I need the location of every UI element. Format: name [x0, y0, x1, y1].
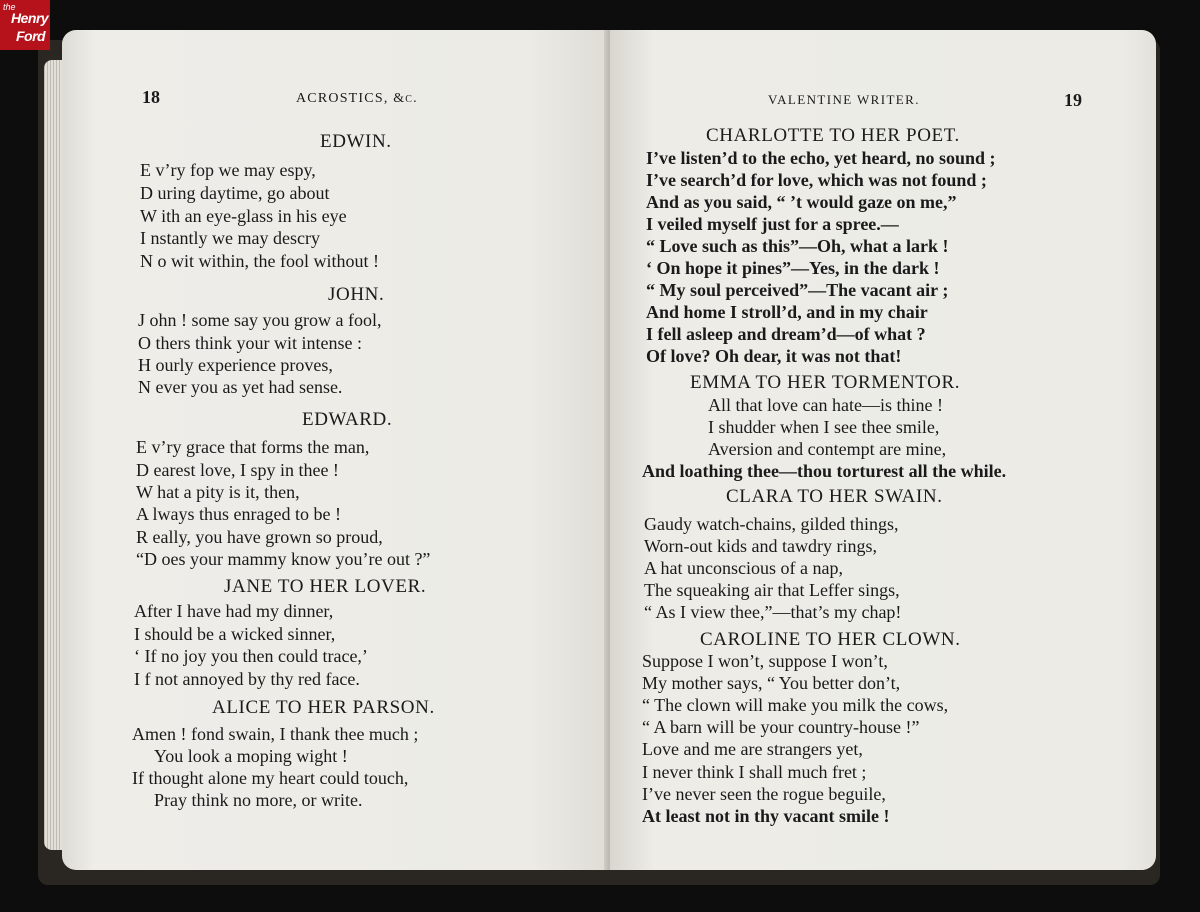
poem-line: N ever you as yet had sense. [138, 377, 343, 397]
left-page [62, 30, 610, 870]
poem-line: And home I stroll’d, and in my chair [646, 302, 928, 322]
poem-title: CLARA TO HER SWAIN. [726, 486, 943, 507]
poem-title: EMMA TO HER TORMENTOR. [690, 372, 961, 393]
poem-line: Suppose I won’t, suppose I won’t, [642, 651, 888, 671]
poem-line: Gaudy watch-chains, gilded things, [644, 514, 899, 534]
poem-line: If thought alone my heart could touch, [132, 768, 409, 788]
poem-line: ‘ On hope it pines”—Yes, in the dark ! [646, 258, 940, 278]
poem-line: “D oes your mammy know you’re out ?” [136, 549, 431, 569]
poem-line: All that love can hate—is thine ! [708, 395, 943, 415]
poem-line: “ A barn will be your country-house !” [642, 717, 920, 737]
poem-line: I never think I shall much fret ; [642, 762, 867, 782]
poem-line: I nstantly we may descry [140, 228, 320, 248]
poem-line: Worn-out kids and tawdry rings, [644, 536, 878, 556]
poem-line: Love and me are strangers yet, [642, 739, 863, 759]
poem-line: After I have had my dinner, [134, 601, 334, 621]
poem-line: I shudder when I see thee smile, [708, 417, 940, 437]
running-head: VALENTINE WRITER. [768, 92, 920, 107]
poem-title: CAROLINE TO HER CLOWN. [700, 629, 961, 650]
poem-line: I veiled myself just for a spree.— [646, 214, 899, 234]
poem-line: E v’ry grace that forms the man, [136, 437, 370, 457]
poem-line: Of love? Oh dear, it was not that! [646, 346, 902, 366]
poem-line: ‘ If no joy you then could trace,’ [134, 646, 368, 666]
logo-text-henry: Henry [11, 10, 49, 26]
poem-line: And loathing thee—thou torturest all the while. [642, 461, 1007, 481]
poem-title: EDWIN. [320, 131, 392, 152]
poem-line: I’ve search’d for love, which was not found ; [646, 170, 987, 190]
poem-line: I should be a wicked sinner, [134, 624, 336, 644]
poem-line: I fell asleep and dream’d—of what ? [646, 324, 926, 344]
poem-line: At least not in thy vacant smile ! [642, 806, 890, 826]
page-number: 18 [142, 87, 160, 107]
poem-line: I’ve never seen the rogue beguile, [642, 784, 886, 804]
page-number: 19 [1064, 90, 1082, 110]
poem-line: Pray think no more, or write. [154, 790, 363, 810]
poem-line: I’ve listen’d to the echo, yet heard, no sound ; [646, 148, 996, 168]
henry-ford-logo [0, 0, 50, 50]
poem-line: “ The clown will make you milk the cows, [642, 695, 949, 715]
logo-text-ford: Ford [16, 28, 46, 44]
poem-title: JOHN. [328, 284, 385, 305]
poem-line: My mother says, “ You better don’t, [642, 673, 901, 693]
poem-title: JANE TO HER LOVER. [224, 576, 427, 597]
poem-title: EDWARD. [302, 409, 393, 430]
poem-line: J ohn ! some say you grow a fool, [138, 310, 382, 330]
poem-line: W hat a pity is it, then, [136, 482, 300, 502]
logo-text-the: the [3, 2, 16, 12]
poem-line: D uring daytime, go about [140, 183, 330, 203]
poem-line: Aversion and contempt are mine, [708, 439, 947, 459]
poem-line: The squeaking air that Leffer sings, [644, 580, 900, 600]
poem-line: You look a moping wight ! [154, 746, 348, 766]
poem-line: “ Love such as this”—Oh, what a lark ! [646, 236, 949, 256]
right-page [610, 30, 1156, 870]
poem-line: D earest love, I spy in thee ! [136, 460, 339, 480]
poem-line: “ As I view thee,”—that’s my chap! [644, 602, 902, 622]
poem-line: “ My soul perceived”—The vacant air ; [646, 280, 949, 300]
poem-line: I f not annoyed by thy red face. [134, 669, 360, 689]
poem-line: And as you said, “ ’t would gaze on me,” [646, 192, 957, 212]
poem-line: A hat unconscious of a nap, [644, 558, 843, 578]
poem-title: ALICE TO HER PARSON. [212, 697, 435, 718]
poem-line: H ourly experience proves, [138, 355, 333, 375]
poem-line: O thers think your wit intense : [138, 333, 362, 353]
poem-line: E v’ry fop we may espy, [140, 160, 316, 180]
poem-line: Amen ! fond swain, I thank thee much ; [132, 724, 419, 744]
poem-line: R eally, you have grown so proud, [136, 527, 383, 547]
poem-line: N o wit within, the fool without ! [140, 251, 379, 271]
poem-title: CHARLOTTE TO HER POET. [706, 125, 960, 146]
running-head: ACROSTICS, &c. [296, 91, 418, 106]
poem-line: A lways thus enraged to be ! [136, 504, 341, 524]
poem-line: W ith an eye-glass in his eye [140, 206, 347, 226]
